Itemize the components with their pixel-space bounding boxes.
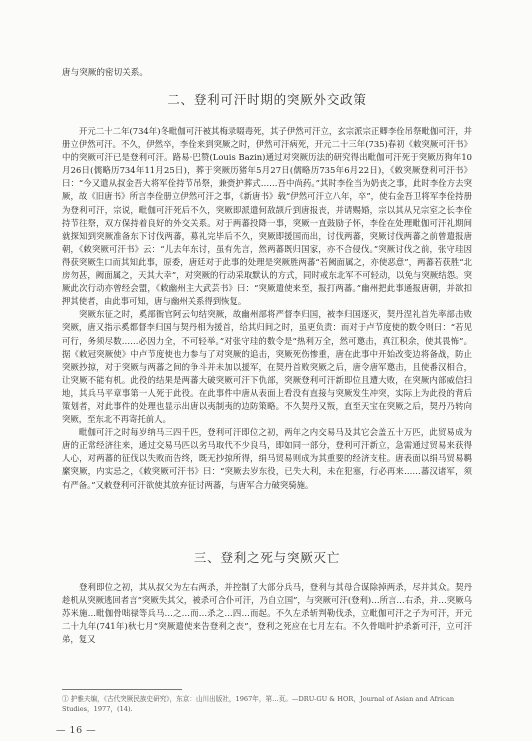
continued-paragraph-line: 唐与突厥的密切关系。 bbox=[62, 68, 148, 78]
section-1-body bbox=[62, 125, 472, 492]
footnote: ① 护雅夫编，《古代突厥民族史研究》，东京：山川出版社，1967年，第…页。—DRU-GU & HOR，Journal of Asian and African Studies，1977，(14). bbox=[62, 695, 455, 713]
section-heading-1: 二、登利可汗时期的突厥外交政策 bbox=[167, 92, 367, 107]
footnote-divider bbox=[62, 689, 182, 690]
body-paragraph: 开元二十二年(734年)冬毗伽可汗被其梅录啜毒死，其子伊然可汗立，玄宗派宗正卿李佺吊祭毗伽可汗，并册立伊然可汗。不久，伊然卒，李佺来到突厥之时，伊然可汗病死，开元二十三年(735)春初《敕突厥可汗书》中的突厥可汗已是登利可汗。路易·巴赞(Louis Bazin)通过对突厥历法的研究得出毗伽可汗死于突厥历狗年10月26日(儒略历734年11月25日)，葬于突厥历猪年5月27日(儒略历735年6月22日)，《敕突厥登利可汗书》曰：“今又遣从叔金吾大将军佺持节吊祭，兼赍护葬式……吾中尚药。”其时李佺当为奶丧之事，此时李佺方去突厥，故《旧唐书》所言李佺册立伊然可汗之事，《新唐书》载“伊然可汗立八年，卒”，使右金吾卫将军李佺持册为登利可汗，宗说，毗伽可汗死后不久，突厥即派遣何敌颉斤到唐报丧，并请赐婚，宗以其从兄宗室之长李佺持节往祭，双方保持着良好的外交关系。对于两蕃投降一事，突厥一直鼓励子怀，李佺在处理毗伽可汗礼期间就探知到突厥准备东下讨伐两蕃，募礼完毕后不久，突厥即援国而出，讨伐两蕃，突厥讨伐两蕃之前曾遣报唐朝，《敕突厥可汗书》云：“儿去年东讨，虽有先言，然两蕃既归国家，亦不合侵伐。”突厥讨伐之前，张守珪因得获突厥生口而其知此事，原委，唐廷对于此事的处理是突厥胜两蕃“若阙面属之，亦使恶意”，两蕃若获胜“北房勿甚，阙面属之，天其大幸”，对突厥的行动采取默认的方式，同时戒东北军不可轻动，以免与突厥结怨。突厥此次行动亦曾经会盟，《敕幽州主大武芸书》曰：“突厥遣使来至，报打两蕃。”幽州把此事通报唐朝，并欲扣押其使者，由此事可知，唐与幽州关系得到恢复。 bbox=[62, 126, 472, 307]
body-paragraph: 突厥东征之时，奚部衙官阿云句结突厥，故幽州部将严督李归国，被李归国逐灭，契丹涅礼首先率部击败突厥，唐又指示奚都督李归国与契丹相为援首，给其归间之时，虽更负责：而对于卢节度使的数令则曰：“若见可行，务须尽数……必因力全，不可轻举。”对张守珪的数令是“热利万全，然可邀击，真江积余，使其畏怖”。据《敕冠突厥使》中卢节度使也力参与了对突厥的追击，突厥死伤惨重，唐在此事中开始改变边将备战，防止突厥抄掠，对于突厥与两蕃之间的争斗并未加以援军，在契丹首败突厥之后，唐令唐军邀击，且使番汉相合，让突厥不能有机。此役的结果是两蕃大破突厥可汗下仇部，突厥登利可汗新即位且遭大败，在突厥内部威信扫地，其兵马平章事第一人死于此役。在此事件中唐从表面上看没有直接与突厥发生冲突，实际上为此役的背后策划者，对此事件的处理也显示出唐以夷制夷的边防策略。不久契丹又叛，直至天宝在突厥之后，契丹乃转向突厥，至东北不再寄托前人。 bbox=[62, 309, 472, 425]
section-2-body bbox=[62, 581, 472, 646]
body-paragraph: 登利即位之初，其从叔父为左右两杀，并控制了大部分兵马，登利与其母合谋除掉两杀，尽并其众。契丹趁机从突厥逃回者言“突厥失其父，被杀可合仆可汗，乃自立国”，与突厥可汗(登利)…所言…右杀，并…突厥乌苏米施…毗伽骨咄禄等兵马…之…而…杀之…四…而起。不久左杀斩判勒伐杀，立毗伽可汗之子为可汗，开元二十九年(741年)秋七月“突厥遣使来告登利之丧”，登利之死应在七月左右。不久骨咄叶护杀新可汗，立可汗弟，复又 bbox=[62, 582, 472, 645]
page-number: — 16 — bbox=[56, 725, 97, 736]
section-heading-2: 三、登利之死与突厥灭亡 bbox=[193, 550, 341, 565]
body-paragraph: 毗伽可汗之时每岁纳马三四千匹，登利可汗即位之初，两年之内交易马及其它会盖五十万匹，此贸易成为唐的正常经济往来，通过交易马匹以劣马取代不少良马，即如同一部分，登利可汗新立，急需通过贸易来获得人心，对两蕃的征伐以失败而告终，既无抄掠所得，绢马贸易则成为其重要的经济支柱。唐表面以绢马贸易羁縻突厥，内实忌之，《敕突厥可汗书》曰：“突厥去岁东役，已失大利，未在犯塞，行必再来……蕃汉诸军，须有严备。”又敕登利可汗欲使其放弃征讨两蕃，与唐军合力破突骑施。 bbox=[62, 427, 472, 490]
